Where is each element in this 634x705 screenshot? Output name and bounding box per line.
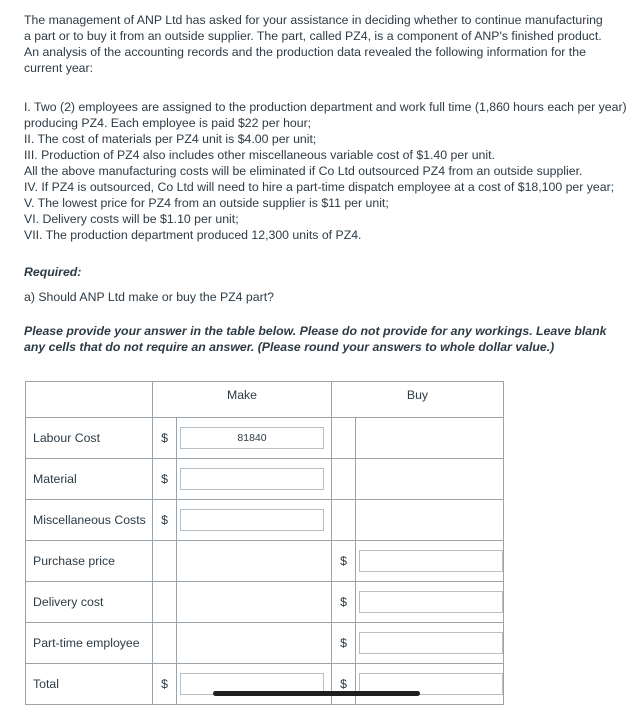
purchase-price-buy-input[interactable]	[359, 550, 503, 572]
currency-symbol: $	[153, 664, 177, 705]
fact-line: V. The lowest price for PZ4 from an outside supplier is $11 per unit;	[24, 196, 389, 210]
instructions-text: Please provide your answer in the table below. Please do not provide for any workings. Leave blank any cells that do not require an answer. (Please round your answers to whole dollar value.)	[24, 324, 607, 354]
table-row	[26, 623, 504, 664]
row-label: Labour Cost	[26, 418, 153, 459]
currency-symbol: $	[332, 582, 356, 623]
fact-line: III. Production of PZ4 also includes other miscellaneous variable cost of $1.40 per unit.	[24, 148, 495, 162]
fact-line: All the above manufacturing costs will be eliminated if Co Ltd outsourced PZ4 from an outside supplier.	[24, 164, 583, 178]
part-time-employee-buy-input[interactable]	[359, 632, 503, 654]
required-heading: Required:	[24, 265, 82, 279]
facts-list	[24, 99, 627, 243]
currency-symbol: $	[153, 418, 177, 459]
horizontal-scrollbar[interactable]	[213, 691, 420, 696]
table-row	[26, 459, 504, 500]
table-row	[26, 500, 504, 541]
misc-costs-make-input[interactable]	[180, 509, 324, 531]
buy-header: Buy	[332, 382, 504, 418]
row-label: Total	[26, 664, 153, 705]
row-label: Material	[26, 459, 153, 500]
row-label: Purchase price	[26, 541, 153, 582]
table-row	[26, 582, 504, 623]
fact-line: producing PZ4. Each employee is paid $22 per hour;	[24, 116, 312, 130]
currency-symbol: $	[153, 459, 177, 500]
fact-line: VI. Delivery costs will be $1.10 per unit;	[24, 212, 239, 226]
fact-line: IV. If PZ4 is outsourced, Co Ltd will need to hire a part-time dispatch employee at a cost of $18,100 per year;	[24, 180, 615, 194]
currency-symbol: $	[153, 500, 177, 541]
row-label: Miscellaneous Costs	[26, 500, 153, 541]
row-label: Part-time employee	[26, 623, 153, 664]
question-text: a) Should ANP Ltd make or buy the PZ4 part?	[24, 290, 274, 304]
table-row	[26, 664, 504, 705]
fact-line: I. Two (2) employees are assigned to the production department and work full time (1,860 hours each per year)	[24, 100, 627, 114]
currency-symbol: $	[332, 623, 356, 664]
fact-line: II. The cost of materials per PZ4 unit is $4.00 per unit;	[24, 132, 317, 146]
labour-cost-make-input[interactable]	[180, 427, 324, 449]
delivery-cost-buy-input[interactable]	[359, 591, 503, 613]
intro-text: The management of ANP Ltd has asked for your assistance in deciding whether to continue manufacturing a part or to buy it from an outside supplier. The part, called PZ4, is a component of ANP's finished product. An analysis of the accounting records and the production data revealed the following information for the current year:	[24, 13, 603, 75]
currency-symbol: $	[332, 664, 356, 705]
make-header: Make	[153, 382, 332, 418]
material-make-input[interactable]	[180, 468, 324, 490]
fact-line: VII. The production department produced 12,300 units of PZ4.	[24, 228, 362, 242]
table-header-row	[26, 382, 504, 418]
answer-table	[25, 381, 504, 705]
row-label: Delivery cost	[26, 582, 153, 623]
table-row	[26, 418, 504, 459]
currency-symbol: $	[332, 541, 356, 582]
intro-paragraph	[24, 12, 612, 76]
table-row	[26, 541, 504, 582]
